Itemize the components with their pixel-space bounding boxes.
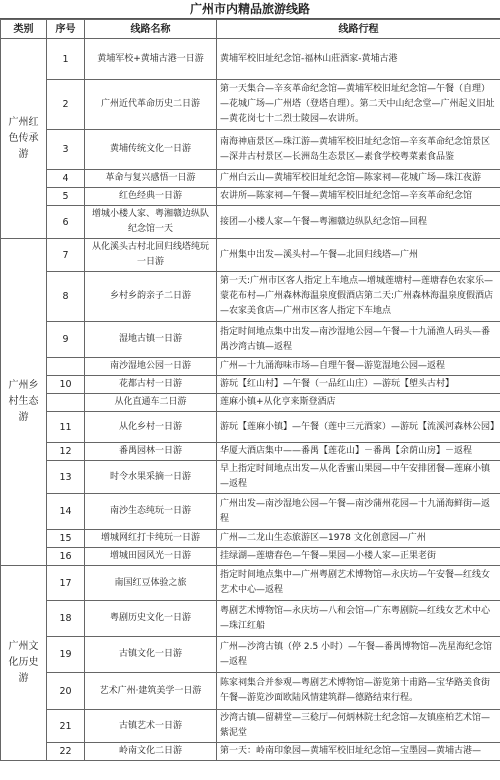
table-row bbox=[1, 358, 500, 376]
route-itinerary: 农讲所—陈家祠—午餐—黄埔军校旧址纪念馆—辛亥革命纪念馆 bbox=[217, 188, 500, 206]
table-row bbox=[1, 601, 500, 637]
route-itinerary: 莲麻小镇+从化亨来斯登酒店 bbox=[217, 394, 500, 412]
row-number: 19 bbox=[47, 637, 85, 673]
route-name: 南国红豆体验之旅 bbox=[85, 566, 217, 601]
route-name: 增城网红打卡纯玩一日游 bbox=[85, 530, 217, 548]
route-name: 乡村乡韵亲子二日游 bbox=[85, 272, 217, 322]
category-cell: 广州乡村生态游 bbox=[1, 239, 47, 566]
row-number: 6 bbox=[47, 206, 85, 239]
row-number: 9 bbox=[47, 322, 85, 358]
row-number: 13 bbox=[47, 461, 85, 494]
header-category: 类别 bbox=[1, 20, 47, 39]
table-row bbox=[1, 494, 500, 530]
route-itinerary: 陈家祠集合并参观—粤剧艺术博物馆—游览第十甫路—宝华路美食街午餐—游览沙面欧陆风情建筑群—德路结束行程。 bbox=[217, 673, 500, 710]
route-name: 粤剧历史文化一日游 bbox=[85, 601, 217, 637]
route-name: 时令水果采摘一日游 bbox=[85, 461, 217, 494]
row-number: 12 bbox=[47, 443, 85, 461]
table-row bbox=[1, 272, 500, 322]
table-row bbox=[1, 39, 500, 80]
route-itinerary: 第一天：岭南印象园—黄埔军校旧址纪念馆—宝墨园—黄埔古港— bbox=[217, 743, 500, 761]
row-number: 14 bbox=[47, 494, 85, 530]
route-itinerary: 游玩【红山村】—午餐（一品红山庄）—游玩【塱头古村】 bbox=[217, 376, 500, 394]
header-row bbox=[1, 20, 500, 39]
route-itinerary: 指定时间地点集中出发—南沙湿地公园—午餐—十九涌渔人码头—番禺沙湾古镇—返程 bbox=[217, 322, 500, 358]
route-itinerary: 广州出发—南沙湿地公园—午餐—南沙蒲州花园—十九涌海鲜街—返程 bbox=[217, 494, 500, 530]
table-row bbox=[1, 80, 500, 130]
row-number: 15 bbox=[47, 530, 85, 548]
route-itinerary: 沙湾古镇—留耕堂—三稔厅—何炳林院士纪念馆—友镇座柏艺术馆—紫泥堂 bbox=[217, 710, 500, 743]
table-row bbox=[1, 322, 500, 358]
route-name: 广州近代革命历史二日游 bbox=[85, 80, 217, 130]
table-row bbox=[1, 188, 500, 206]
route-name: 艺术广州·建筑美学一日游 bbox=[85, 673, 217, 710]
route-itinerary: 广州—二龙山生态旅游区—1978 文化创意园—广州 bbox=[217, 530, 500, 548]
route-name: 黄埔传统文化一日游 bbox=[85, 130, 217, 170]
row-number: 22 bbox=[47, 743, 85, 761]
route-name: 黄埔军校+黄埔古港一日游 bbox=[85, 39, 217, 80]
row-number: 20 bbox=[47, 673, 85, 710]
route-itinerary: 华厦大酒店集中——番禺【莲花山】－番禺【余荫山房】－返程 bbox=[217, 443, 500, 461]
category-cell: 广州文化历史游 bbox=[1, 566, 47, 761]
row-number: 7 bbox=[47, 239, 85, 272]
row-number: 1 bbox=[47, 39, 85, 80]
row-number: 16 bbox=[47, 548, 85, 566]
route-itinerary: 粤剧艺术博物馆—永庆坊—八和会馆—广东粤剧院—红线女艺术中心—珠江红船 bbox=[217, 601, 500, 637]
route-table bbox=[0, 19, 500, 761]
table-row bbox=[1, 130, 500, 170]
row-number bbox=[47, 358, 85, 376]
table-row bbox=[1, 170, 500, 188]
table-row bbox=[1, 743, 500, 761]
row-number: 10 bbox=[47, 376, 85, 394]
table-row bbox=[1, 394, 500, 412]
row-number: 21 bbox=[47, 710, 85, 743]
route-itinerary: 指定时间地点集中—广州粤剧艺术博物馆—永庆坊—午安餐—红线女艺术中心—返程 bbox=[217, 566, 500, 601]
table-row bbox=[1, 376, 500, 394]
table-row bbox=[1, 637, 500, 673]
route-name: 南沙生态纯玩一日游 bbox=[85, 494, 217, 530]
route-itinerary: 第一天集合—辛亥革命纪念馆—黄埔军校旧址纪念馆—午餐（自理）—花城广场—广州塔（登塔自理）。第二天中山纪念堂—广州起义旧址—黄花岗七十二烈士陵园—农讲所。 bbox=[217, 80, 500, 130]
route-itinerary: 接团—小楼人家—午餐—粤湘赣边纵队纪念馆—回程 bbox=[217, 206, 500, 239]
route-itinerary: 广州—沙湾古镇（停 2.5 小时）—午餐—番禺博物馆—冼星海纪念馆—返程 bbox=[217, 637, 500, 673]
route-name: 花都古村一日游 bbox=[85, 376, 217, 394]
route-itinerary: 广州集中出发—溪头村—午餐—北回归线塔—广州 bbox=[217, 239, 500, 272]
route-itinerary: 广州白云山—黄埔军校旧址纪念馆—陈家祠—花城广场—珠江夜游 bbox=[217, 170, 500, 188]
route-itinerary: 黄埔军校旧址纪念馆-福林山莊酒家-黄埔古港 bbox=[217, 39, 500, 80]
row-number: 18 bbox=[47, 601, 85, 637]
table-row bbox=[1, 443, 500, 461]
row-number: 11 bbox=[47, 412, 85, 443]
route-itinerary: 南海神庙景区—珠江游—黄埔军校旧址纪念馆—辛亥革命纪念馆景区—深井古村景区—长洲岛生态景区—素食学校粤菜素食品鉴 bbox=[217, 130, 500, 170]
table-row bbox=[1, 673, 500, 710]
table-row bbox=[1, 461, 500, 494]
row-number: 3 bbox=[47, 130, 85, 170]
header-route-name: 线路名称 bbox=[85, 20, 217, 39]
route-name: 岭南文化二日游 bbox=[85, 743, 217, 761]
route-name: 红色经典一日游 bbox=[85, 188, 217, 206]
category-cell: 广州红色传承游 bbox=[1, 39, 47, 239]
table-row bbox=[1, 710, 500, 743]
route-name: 从化溪头古村北回归线塔纯玩一日游 bbox=[85, 239, 217, 272]
route-name: 增城小楼人家、粤湘赣边纵队纪念馆一天 bbox=[85, 206, 217, 239]
table-row bbox=[1, 530, 500, 548]
row-number: 17 bbox=[47, 566, 85, 601]
route-itinerary: 早上指定时间地点出发—从化香蜜山果园—中午安排团餐—莲麻小镇—返程 bbox=[217, 461, 500, 494]
page-title: 广州市内精品旅游线路 bbox=[0, 0, 500, 19]
route-name: 从化直通车二日游 bbox=[85, 394, 217, 412]
route-name: 番禺园林一日游 bbox=[85, 443, 217, 461]
table-row bbox=[1, 548, 500, 566]
route-name: 南沙湿地公园一日游 bbox=[85, 358, 217, 376]
route-name: 革命与复兴感悟一日游 bbox=[85, 170, 217, 188]
header-number: 序号 bbox=[47, 20, 85, 39]
table-row bbox=[1, 412, 500, 443]
row-number: 8 bbox=[47, 272, 85, 322]
route-name: 古镇文化一日游 bbox=[85, 637, 217, 673]
route-name: 增城田园风光一日游 bbox=[85, 548, 217, 566]
route-name: 湿地古镇一日游 bbox=[85, 322, 217, 358]
route-itinerary: 挂绿湖—莲塘春色—午餐—果园—小楼人家—正果老街 bbox=[217, 548, 500, 566]
table-row bbox=[1, 239, 500, 272]
route-itinerary: 广州—十九涌海味市场—自理午餐—游览湿地公园—返程 bbox=[217, 358, 500, 376]
route-name: 从化乡村一日游 bbox=[85, 412, 217, 443]
row-number: 4 bbox=[47, 170, 85, 188]
route-itinerary: 游玩【莲麻小镇】—午餐（莲中三元酒家）—游玩【流溪河森林公园】 bbox=[217, 412, 500, 443]
row-number bbox=[47, 394, 85, 412]
table-row bbox=[1, 566, 500, 601]
table-row bbox=[1, 206, 500, 239]
route-itinerary: 第一天:广州市区客人指定上车地点—增城莲塘村—莲塘春色农家乐—蒙花布村—广州森林海温泉度假酒店第二天:广州森林海温泉度假酒店—农家美食店—广州市区客人指定下车地点 bbox=[217, 272, 500, 322]
row-number: 5 bbox=[47, 188, 85, 206]
header-itinerary: 线路行程 bbox=[217, 20, 500, 39]
route-name: 古镇艺术一日游 bbox=[85, 710, 217, 743]
row-number: 2 bbox=[47, 80, 85, 130]
